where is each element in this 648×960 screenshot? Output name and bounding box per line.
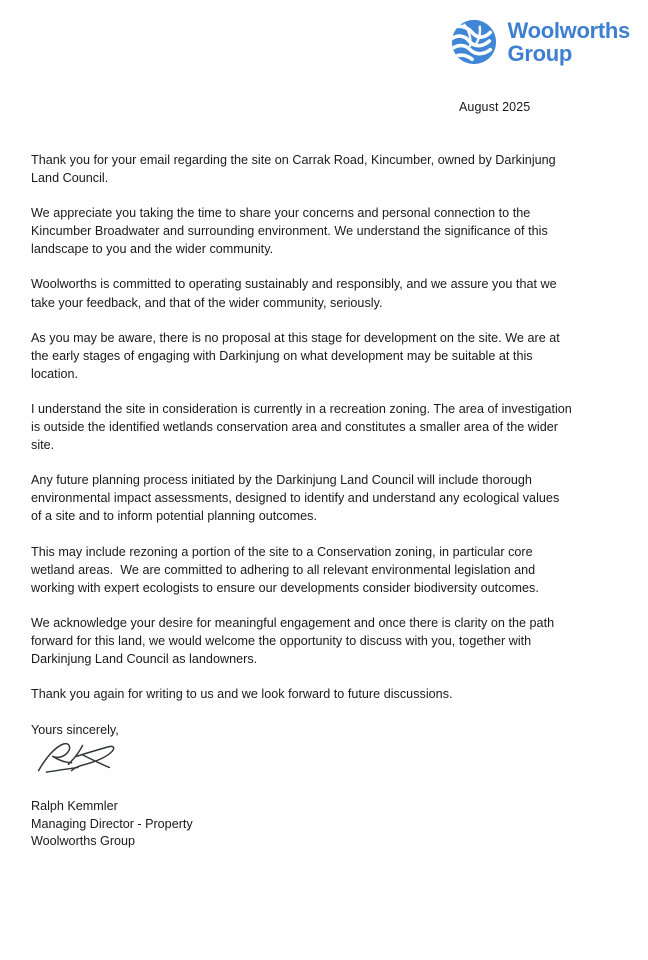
logo-wordmark xyxy=(507,17,630,66)
signature-block xyxy=(31,736,431,851)
handwritten-signature-icon xyxy=(33,736,129,780)
logo-wordmark-line-1: Woolworths xyxy=(507,17,630,43)
paragraph: As you may be aware, there is no proposal at this stage for development on the site. We are at the early stages of engaging with Darkinjung on what development may be suitable at this location. xyxy=(31,330,564,381)
paragraph: Woolworths is committed to operating sustainably and responsibly, and we assure you that we take your feedback, and that of the wider community, seriously. xyxy=(31,277,561,310)
letter-date: August 2025 xyxy=(459,100,531,114)
signoff-details xyxy=(31,798,431,851)
signer-name: Ralph Kemmler xyxy=(31,799,118,813)
logo-wordmark-line-2: Group xyxy=(507,40,573,66)
paragraph: I understand the site in consideration is currently in a recreation zoning. The area of investigation is outside the identified wetlands conservation area and constitutes a smaller area of the wider site. xyxy=(31,401,576,453)
paragraph: We appreciate you taking the time to share your concerns and personal connection to the Kincumber Broadwater and surrounding environment. We understand the significance of this landscape to you and the wider community. xyxy=(31,206,552,257)
signer-title: Managing Director - Property xyxy=(31,816,193,831)
closing-salutation: Yours sincerely, xyxy=(31,723,119,738)
paragraph: This may include rezoning a portion of the site to a Conservation zoning, in particular core wetland areas. We are committed to adhering to all relevant environmental legislation and working with expert ecologists to ensure our developments consider biodiversity outcomes. xyxy=(31,544,539,595)
paragraph: Thank you for your email regarding the site on Carrak Road, Kincumber, owned by Darkinjung Land Council. xyxy=(31,153,560,186)
paragraph: We acknowledge your desire for meaningful engagement and once there is clarity on the path forward for this land, we would welcome the opportunity to discuss with you, together with Darkinjung Land Council as landowners. xyxy=(31,615,558,666)
paragraph: Any future planning process initiated by the Darkinjung Land Council will include thorough environmental impact assessments, designed to identify and understand any ecological values of a site and to inform potential planning outcomes. xyxy=(31,473,563,524)
letter-body xyxy=(31,151,576,739)
letterhead xyxy=(450,18,630,66)
woolworths-w-circle-logo-icon xyxy=(450,18,498,66)
signer-company: Woolworths Group xyxy=(31,834,136,848)
paragraph: Thank you again for writing to us and we look forward to future discussions. xyxy=(31,687,453,702)
